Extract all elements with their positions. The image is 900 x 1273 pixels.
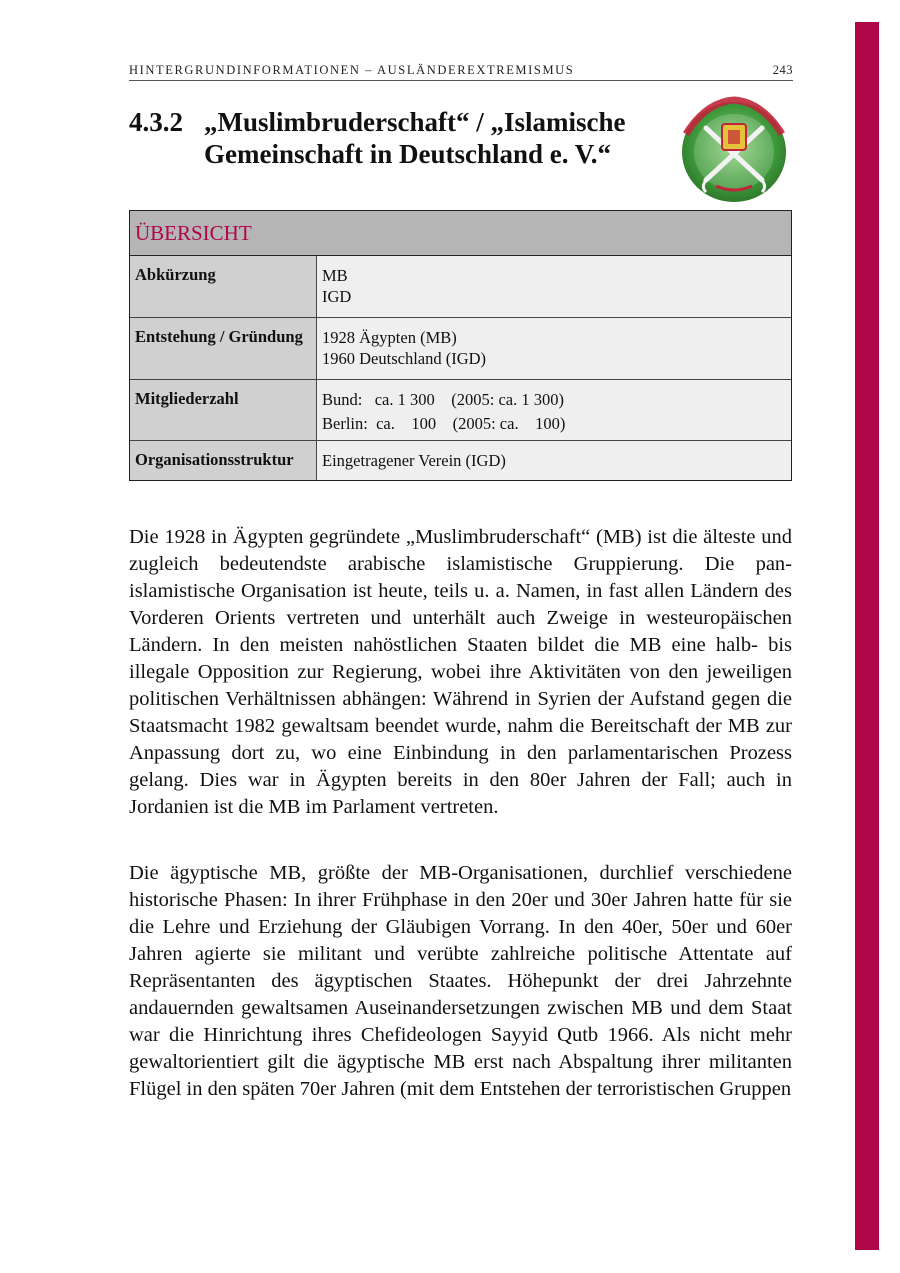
- row-label: Organisationsstruktur: [130, 441, 317, 480]
- value-line: IGD: [322, 287, 352, 306]
- overview-row-organisationsstruktur: [130, 441, 791, 480]
- section-title-line-2: Gemeinschaft in Deutschland e. V.“: [204, 139, 612, 169]
- row-value: [317, 318, 791, 379]
- row-label: Mitgliederzahl: [130, 380, 317, 440]
- value-line: 1960 Deutschland (IGD): [322, 349, 487, 368]
- value-line: Eingetragener Verein (IGD): [322, 451, 506, 470]
- section-number: 4.3.2: [129, 107, 183, 137]
- value-line: 1928 Ägypten (MB): [322, 328, 457, 347]
- section-title-line-1: „Muslimbruderschaft“ / „Islamische: [204, 107, 626, 137]
- value-line: MB: [322, 266, 348, 285]
- row-value: [317, 256, 791, 317]
- value-line-bund: Bund: ca. 1 300 (2005: ca. 1 300): [322, 390, 564, 409]
- row-label: Entstehung / Gründung: [130, 318, 317, 379]
- value-line-berlin: Berlin: ca. 100 (2005: ca. 100): [322, 414, 566, 433]
- overview-table: [129, 210, 792, 481]
- row-label: Abkürzung: [130, 256, 317, 317]
- page-edge-color-bar: [855, 22, 879, 1250]
- overview-row-entstehung: [130, 318, 791, 380]
- body-paragraph-1: Die 1928 in Ägypten gegründete „Muslimbruderschaft“ (MB) ist die älteste und zugleich bedeutendste arabische islamistische Gruppierung. Die pan-islamistische Organisation ist heute, teils u. a. Namen, in fast allen Ländern des Vorderen Orients vertreten und unterhält auch Zweige in westeuropäischen Ländern. In den meisten nahöstlichen Staaten bildet die MB eine halb- bis illegale Opposition zur Regierung, wobei ihre Aktivitäten von den jeweiligen politischen Verhältnissen abhängen: Während in Syrien der Aufstand gegen die Staatsmacht 1982 gewaltsam beendet wurde, nahm die Bereitschaft der MB zur Anpassung dort zu, wo eine Einbindung in den parlamentarischen Prozess gelang. Dies war in Ägypten bereits in den 80er Jahren der Fall; auch in Jordanien ist die MB im Parlament vertreten.: [129, 525, 792, 818]
- muslim-brotherhood-emblem-icon: [676, 94, 792, 206]
- body-paragraph-2: Die ägyptische MB, größte der MB-Organisationen, durchlief verschiedene historische Phasen: In ihrer Frühphase in den 20er und 30er Jahren hatte für sie die Lehre und Erziehung der Gläubigen Vorrang. In den 40er, 50er und 60er Jahren agierte sie militant und verübte zahlreiche politische Attentate auf Repräsentanten des ägyptischen Staates. Höhepunkt der drei Jahrzehnte andauernden gewaltsamen Auseinandersetzungen zwischen MB und dem Staat war die Hinrichtung ihres Chefideologen Sayyid Qutb 1966. Als nicht mehr gewaltorientiert gilt die ägyptische MB erst nach Abspaltung ihrer militanten Flügel in den späten 70er Jahren (mit dem Entstehen der terroristischen Gruppen: [129, 861, 792, 1100]
- row-value: [317, 380, 791, 440]
- overview-row-mitgliederzahl: [130, 380, 791, 441]
- running-header-title: HINTERGRUNDINFORMATIONEN – AUSLÄNDEREXTREMISMUS: [129, 63, 575, 77]
- row-value: [317, 441, 791, 480]
- overview-row-abkuerzung: [130, 256, 791, 318]
- overview-heading: ÜBERSICHT: [130, 211, 791, 256]
- running-header: [129, 62, 793, 81]
- page-number: 243: [772, 63, 793, 77]
